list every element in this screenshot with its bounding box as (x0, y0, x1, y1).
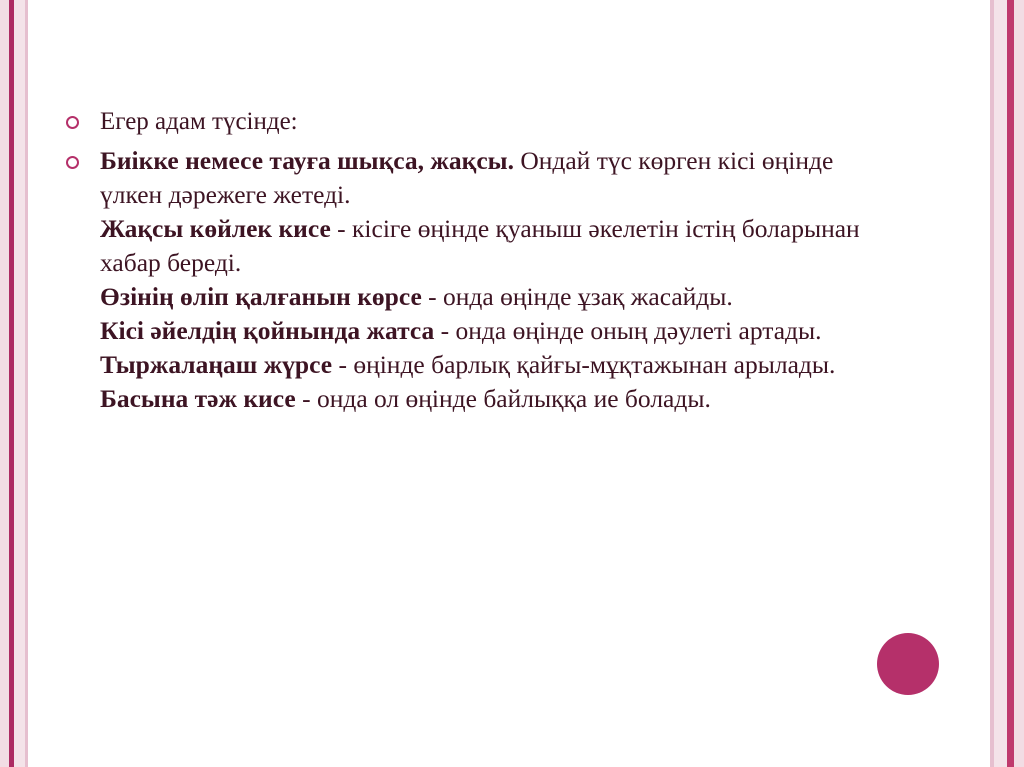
dream-entry-2 (100, 212, 888, 280)
dream-entry-3-term: Өзінің өліп қалғанын көрсе (100, 281, 422, 311)
list-item-dream-meanings (58, 144, 888, 415)
intro-text: Егер адам түсінде: (100, 108, 298, 135)
right-border-stripe-2 (1007, 0, 1014, 767)
dream-entry-5-desc: - өңінде барлық қайғы-мұқтажынан арылады. (332, 349, 836, 379)
left-border-stripe-3 (14, 0, 25, 767)
dream-entry-1-term: Биікке немесе тауға шықса, жақсы. (100, 146, 514, 176)
dream-entry-4-term: Кісі әйелдің қойнында жатса (100, 315, 435, 345)
dream-entry-1-desc: Ондай түс көрген кісі өңінде үлкен дәрежеге жетеді. (100, 146, 834, 210)
dream-entry-3-desc: - онда өңінде ұзақ жасайды. (421, 281, 733, 311)
dream-entry-2-desc: - кісіге өңінде қуаныш әкелетін істің боларынан хабар береді. (100, 214, 860, 277)
dream-entry-4-desc: - онда өңінде оның дәулеті артады. (434, 315, 822, 345)
right-border-stripe-1 (1014, 0, 1024, 767)
dream-entry-2-term: Жақсы көйлек кисе (100, 214, 331, 244)
dream-entry-5-term: Тыржалаңаш жүрсе (100, 349, 333, 379)
decorative-circle-icon (877, 633, 939, 695)
left-border-stripe-1 (0, 0, 9, 767)
list-item-intro (58, 104, 888, 138)
left-border-stripe-4 (25, 0, 28, 767)
dream-entry-1 (100, 144, 888, 212)
dream-entry-4 (100, 314, 888, 348)
right-border-stripe-3 (994, 0, 1007, 767)
bullet-list (58, 104, 888, 416)
dream-entry-3 (100, 280, 888, 314)
dream-entry-6-term: Басына тәж кисе (100, 383, 296, 413)
dream-entry-6 (100, 382, 888, 416)
dream-entry-5 (100, 348, 888, 382)
dream-entry-6-desc: - онда ол өңінде байлыққа ие болады. (295, 383, 711, 413)
slide-content (58, 104, 888, 422)
right-border-stripe-4 (990, 0, 994, 767)
